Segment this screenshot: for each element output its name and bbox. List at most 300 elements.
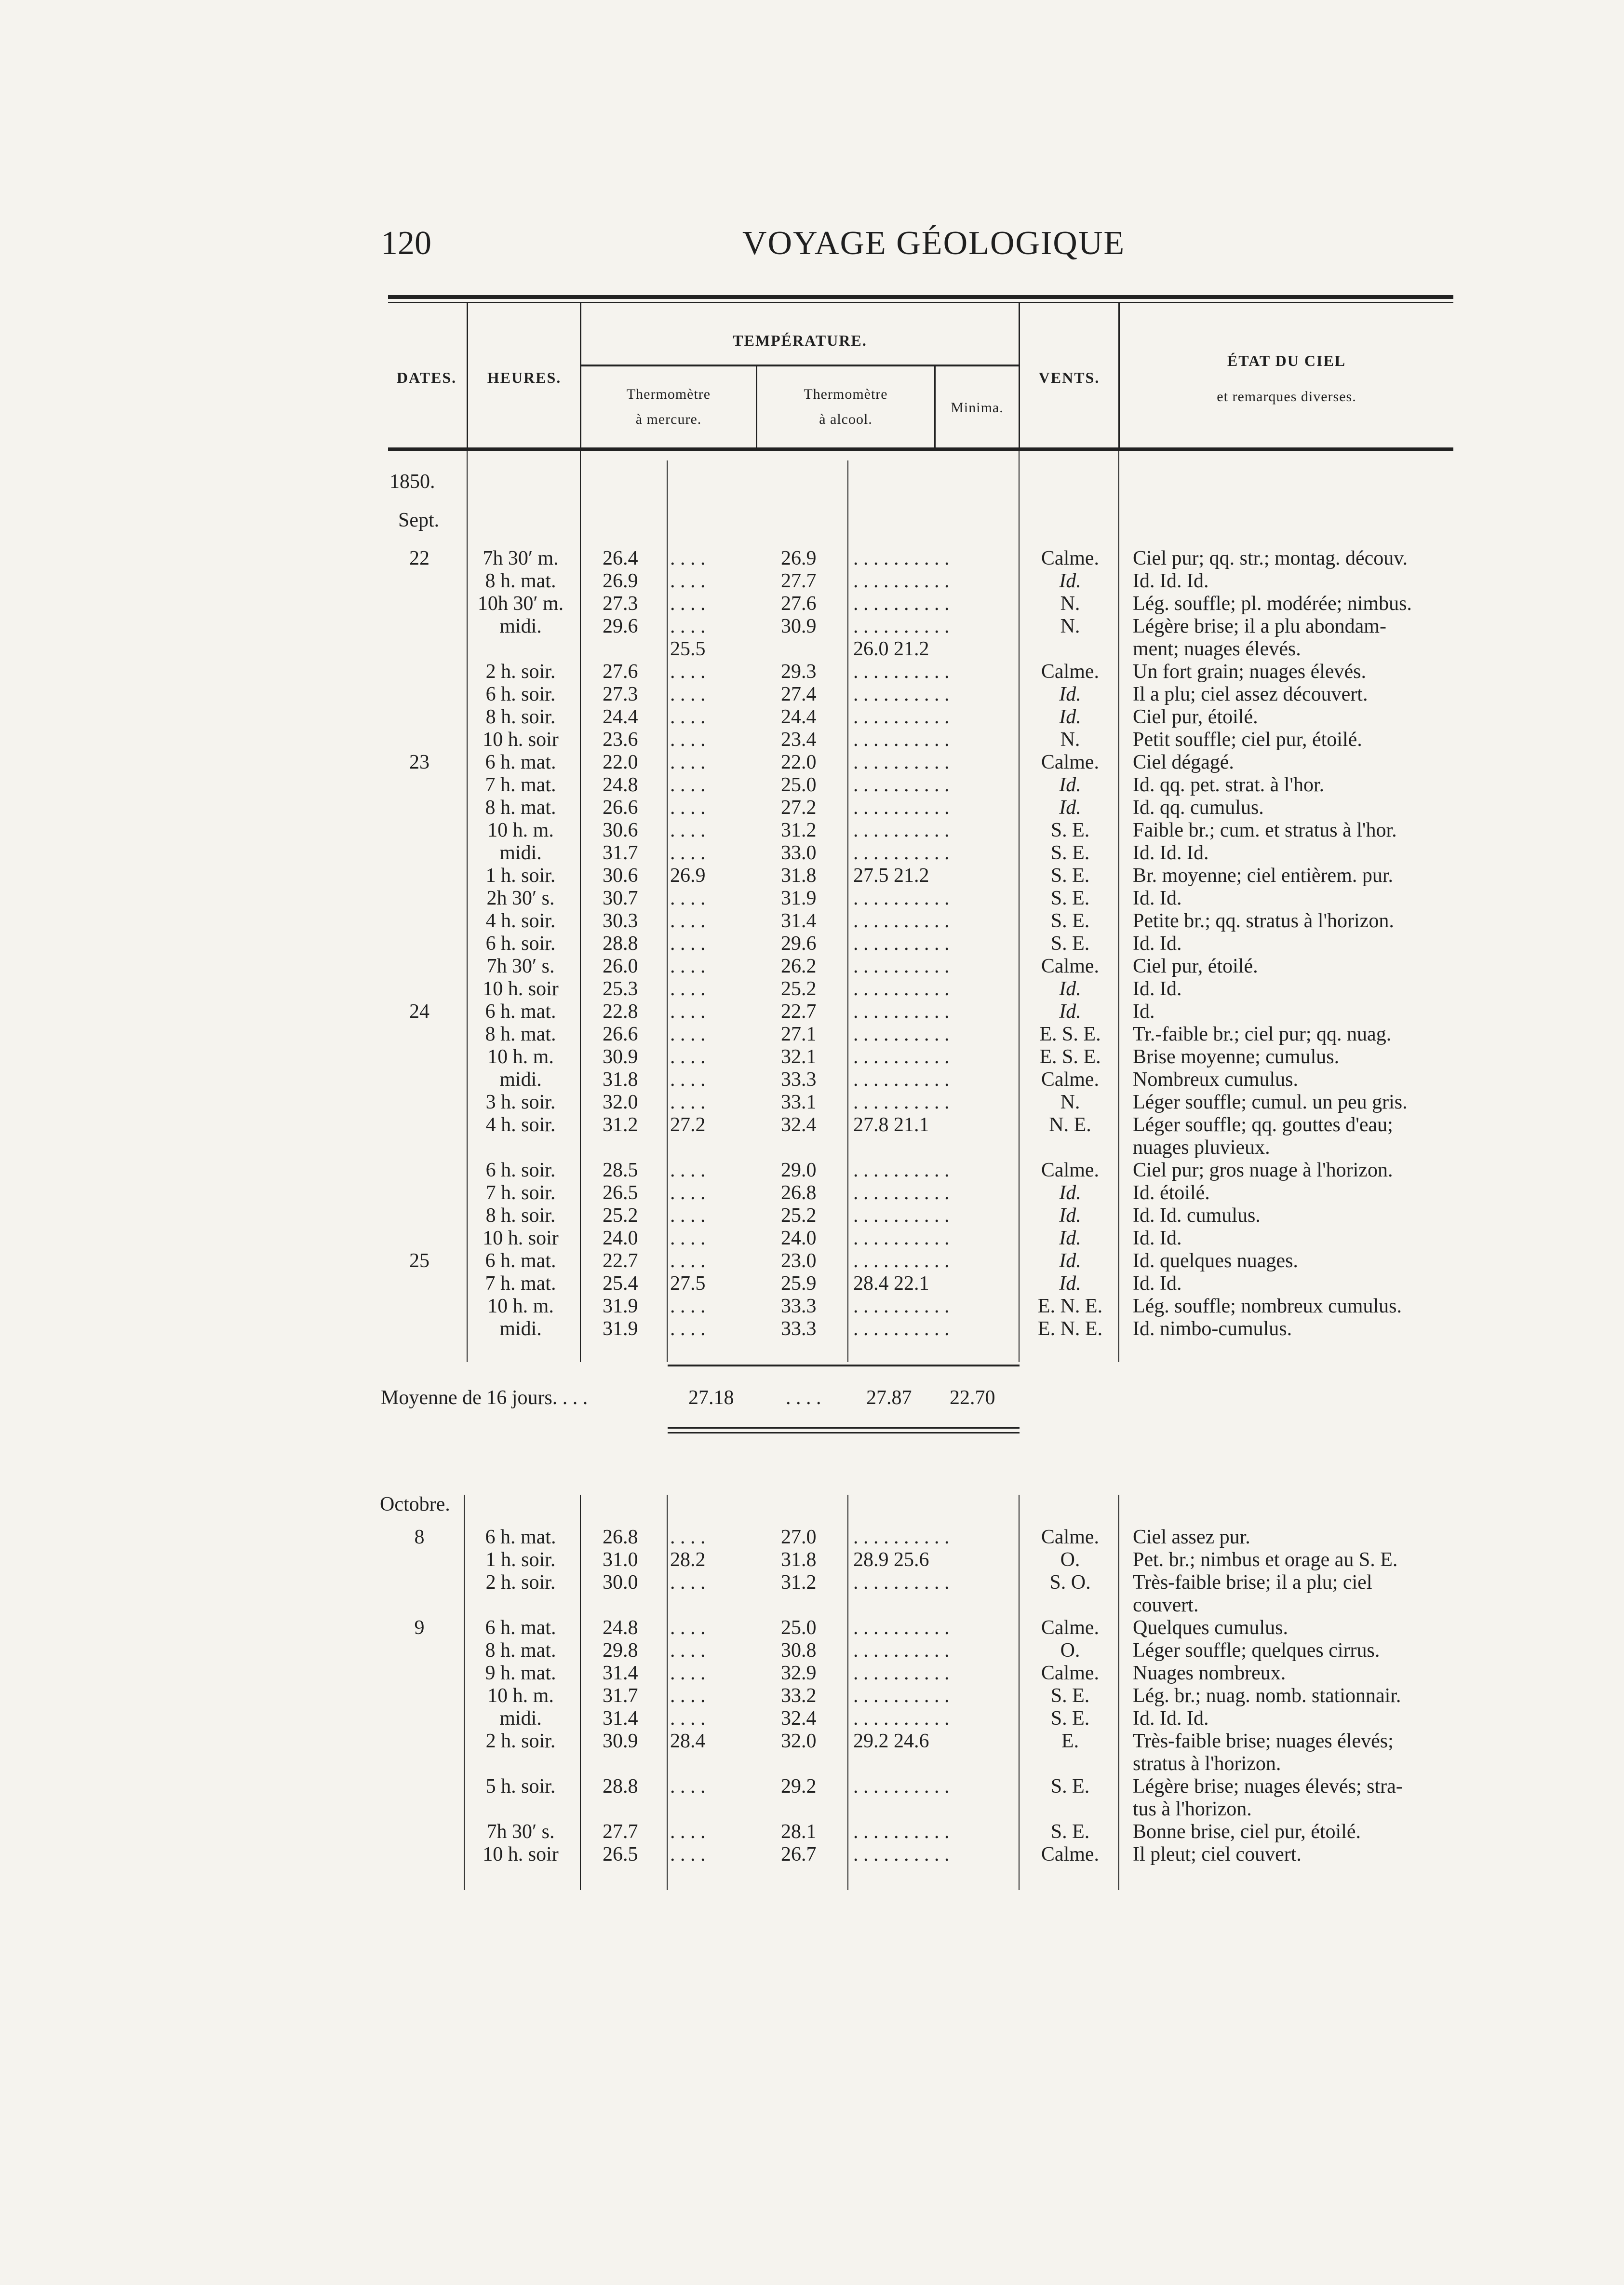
cell-alc: 27.0 xyxy=(781,1526,817,1548)
cell-hour: 2 h. soir. xyxy=(485,1571,556,1594)
cell-alc: 33.3 xyxy=(781,1068,817,1091)
table-row xyxy=(0,842,1624,864)
cell-hour: 8 h. soir. xyxy=(485,706,556,728)
table-row xyxy=(0,1227,1624,1249)
cell-etat: Un fort grain; nuages élevés. xyxy=(1133,661,1367,683)
cell-dots2: . . . . . . . . . . xyxy=(853,933,950,955)
cell-hour: midi. xyxy=(499,842,542,864)
cell-dots1: . . . . xyxy=(670,887,706,909)
cell-vent: Id. xyxy=(1059,1250,1081,1272)
cell-dots2: 28.9 25.6 xyxy=(853,1549,929,1571)
cell-etat: Quelques cumulus. xyxy=(1133,1617,1288,1639)
cell-merc: 31.2 xyxy=(603,1114,638,1136)
cell-etat: Id. Id. Id. xyxy=(1133,842,1209,864)
cell-alc: 25.0 xyxy=(781,1617,817,1639)
table-row xyxy=(0,955,1624,977)
cell-dots1: . . . . xyxy=(670,774,706,796)
table-row xyxy=(0,1662,1624,1684)
cell-etat: Légère brise; il a plu abondam- xyxy=(1133,615,1386,637)
table-row xyxy=(0,638,1624,660)
cell-dots1: . . . . xyxy=(670,1571,706,1594)
cell-vent: S. E. xyxy=(1050,865,1090,887)
table-row xyxy=(0,1182,1624,1204)
cell-alc: 29.2 xyxy=(781,1775,817,1798)
cell-etat: Faible br.; cum. et stratus à l'hor. xyxy=(1133,819,1397,841)
cell-etat: Petite br.; qq. stratus à l'horizon. xyxy=(1133,910,1394,932)
cell-vent: S. E. xyxy=(1050,1821,1090,1843)
cell-dots2: . . . . . . . . . . xyxy=(853,570,950,592)
cell-alc: 32.9 xyxy=(781,1662,817,1684)
cell-dots1: . . . . xyxy=(670,1295,706,1317)
cell-hour: midi. xyxy=(499,1068,542,1091)
cell-dots2: . . . . . . . . . . xyxy=(853,751,950,773)
cell-alc: 30.8 xyxy=(781,1639,817,1662)
cell-hour: 10 h. m. xyxy=(487,1685,554,1707)
cell-etat: Bonne brise, ciel pur, étoilé. xyxy=(1133,1821,1361,1843)
cell-hour: 7h 30′ m. xyxy=(483,547,559,569)
table-row xyxy=(0,933,1624,955)
cell-merc: 29.6 xyxy=(603,615,638,637)
cell-merc: 30.3 xyxy=(603,910,638,932)
table-row xyxy=(0,706,1624,728)
cell-vent: Calme. xyxy=(1041,1526,1100,1548)
cell-hour: 8 h. mat. xyxy=(485,1639,556,1662)
cell-etat: nuages pluvieux. xyxy=(1133,1136,1270,1159)
cell-dots2: 26.0 21.2 xyxy=(853,638,929,660)
cell-alc: 31.8 xyxy=(781,1549,817,1571)
table-row xyxy=(0,1046,1624,1068)
cell-hour: 1 h. soir. xyxy=(485,1549,556,1571)
table-row xyxy=(0,751,1624,773)
cell-etat: Très-faible brise; il a plu; ciel xyxy=(1133,1571,1372,1594)
cell-alc: 31.8 xyxy=(781,865,817,887)
cell-etat: Ciel pur, étoilé. xyxy=(1133,955,1258,977)
cell-dots1: . . . . xyxy=(670,1821,706,1843)
table-row xyxy=(0,865,1624,887)
cell-dots2: . . . . . . . . . . xyxy=(853,1707,950,1730)
cell-dots1: . . . . xyxy=(670,1843,706,1866)
cell-date: 24 xyxy=(409,1001,429,1023)
cell-dots1: . . . . xyxy=(670,1775,706,1798)
cell-alc: 31.2 xyxy=(781,1571,817,1594)
table-row xyxy=(0,1707,1624,1730)
cell-hour: 8 h. mat. xyxy=(485,797,556,819)
summary-rule-top xyxy=(668,1365,1020,1366)
cell-dots2: . . . . . . . . . . xyxy=(853,955,950,977)
cell-vent: Calme. xyxy=(1041,1843,1100,1866)
month-oct-label: Octobre. xyxy=(380,1493,450,1515)
cell-etat: Lég. souffle; pl. modérée; nimbus. xyxy=(1133,593,1412,615)
table-row xyxy=(0,1272,1624,1295)
cell-vent: E. S. E. xyxy=(1039,1023,1101,1045)
cell-etat: Pet. br.; nimbus et orage au S. E. xyxy=(1133,1549,1398,1571)
cell-dots1: . . . . xyxy=(670,1046,706,1068)
table-row xyxy=(0,819,1624,841)
cell-hour: 7 h. mat. xyxy=(485,774,556,796)
cell-dots1: . . . . xyxy=(670,1023,706,1045)
cell-hour: 8 h. soir. xyxy=(485,1204,556,1227)
cell-hour: 6 h. soir. xyxy=(485,933,556,955)
cell-dots1: . . . . xyxy=(670,1685,706,1707)
cell-vent: N. xyxy=(1060,729,1080,751)
cell-etat: Petit souffle; ciel pur, étoilé. xyxy=(1133,729,1362,751)
header-minima: Minima. xyxy=(951,400,1004,416)
cell-etat: Id. nimbo-cumulus. xyxy=(1133,1318,1292,1340)
header-alc-1: Thermomètre xyxy=(804,386,888,402)
table-row xyxy=(0,547,1624,569)
cell-merc: 31.9 xyxy=(603,1295,638,1317)
cell-hour: 5 h. soir. xyxy=(485,1775,556,1798)
cell-etat: Nombreux cumulus. xyxy=(1133,1068,1298,1091)
header-temperature: TEMPÉRATURE. xyxy=(733,332,867,349)
cell-dots1: . . . . xyxy=(670,1182,706,1204)
cell-vent: E. N. E. xyxy=(1037,1318,1103,1340)
cell-vent: Id. xyxy=(1059,978,1081,1000)
cell-dots1: . . . . xyxy=(670,933,706,955)
cell-dots2: . . . . . . . . . . xyxy=(853,819,950,841)
cell-merc: 25.3 xyxy=(603,978,638,1000)
cell-dots1: . . . . xyxy=(670,1707,706,1730)
cell-date: 9 xyxy=(414,1617,425,1639)
cell-alc: 25.0 xyxy=(781,774,817,796)
table-row xyxy=(0,1068,1624,1091)
cell-vent: O. xyxy=(1060,1639,1080,1662)
cell-hour: 3 h. soir. xyxy=(485,1091,556,1113)
table-row xyxy=(0,1685,1624,1707)
cell-hour: 2 h. soir. xyxy=(485,661,556,683)
header-vents: VENTS. xyxy=(1038,369,1100,386)
cell-merc: 24.8 xyxy=(603,1617,638,1639)
cell-dots1: . . . . xyxy=(670,978,706,1000)
cell-dots2: . . . . . . . . . . xyxy=(853,593,950,615)
table-row xyxy=(0,1617,1624,1639)
cell-merc: 30.0 xyxy=(603,1571,638,1594)
cell-dots2: . . . . . . . . . . xyxy=(853,978,950,1000)
cell-alc: 33.2 xyxy=(781,1685,817,1707)
cell-alc: 27.4 xyxy=(781,683,817,705)
cell-dots2: . . . . . . . . . . xyxy=(853,1227,950,1249)
cell-etat: Id. quelques nuages. xyxy=(1133,1250,1298,1272)
cell-dots2: . . . . . . . . . . xyxy=(853,1617,950,1639)
cell-merc: 23.6 xyxy=(603,729,638,751)
cell-dots2: 29.2 24.6 xyxy=(853,1730,929,1752)
cell-dots2: 27.8 21.1 xyxy=(853,1114,929,1136)
cell-dots2: . . . . . . . . . . xyxy=(853,1001,950,1023)
cell-alc: 33.1 xyxy=(781,1091,817,1113)
cell-alc: 24.4 xyxy=(781,706,817,728)
cell-dots1: . . . . xyxy=(670,570,706,592)
table-row xyxy=(0,978,1624,1000)
cell-merc: 25.2 xyxy=(603,1204,638,1227)
header-etat-2: et remarques diverses. xyxy=(1217,389,1356,405)
cell-dots2: . . . . . . . . . . xyxy=(853,1091,950,1113)
summary-rule-bottom2 xyxy=(668,1432,1020,1433)
page-number: 120 xyxy=(381,225,431,262)
cell-merc: 30.6 xyxy=(603,865,638,887)
cell-hour: 7h 30′ s. xyxy=(486,955,555,977)
cell-etat: Id. Id. xyxy=(1133,1227,1182,1249)
cell-hour: 9 h. mat. xyxy=(485,1662,556,1684)
cell-hour: 10 h. soir xyxy=(483,729,559,751)
cell-etat: Id. Id. Id. xyxy=(1133,570,1209,592)
summary-label: Moyenne de 16 jours. . . . xyxy=(381,1387,588,1409)
cell-merc: 32.0 xyxy=(603,1091,638,1113)
table-row xyxy=(0,1318,1624,1340)
header-dates: DATES. xyxy=(396,369,457,386)
table-row xyxy=(0,1023,1624,1045)
cell-etat: Id. qq. pet. strat. à l'hor. xyxy=(1133,774,1325,796)
cell-vent: Id. xyxy=(1059,1272,1081,1295)
summary-alc: 27.87 xyxy=(866,1387,912,1409)
cell-dots1: 26.9 xyxy=(670,865,706,887)
cell-merc: 22.7 xyxy=(603,1250,638,1272)
cell-merc: 30.9 xyxy=(603,1046,638,1068)
cell-dots1: . . . . xyxy=(670,1526,706,1548)
cell-dots2: . . . . . . . . . . xyxy=(853,1046,950,1068)
cell-vent: Id. xyxy=(1059,683,1081,705)
table-row xyxy=(0,1730,1624,1752)
cell-date: 22 xyxy=(409,547,429,569)
cell-dots2: . . . . . . . . . . xyxy=(853,1662,950,1684)
cell-merc: 26.0 xyxy=(603,955,638,977)
table-row xyxy=(0,615,1624,637)
cell-vent: Calme. xyxy=(1041,547,1100,569)
cell-etat: Ciel pur; qq. str.; montag. découv. xyxy=(1133,547,1408,569)
cell-etat: Nuages nombreux. xyxy=(1133,1662,1286,1684)
cell-dots1: . . . . xyxy=(670,683,706,705)
cell-dots2: . . . . . . . . . . xyxy=(853,547,950,569)
cell-dots1: . . . . xyxy=(670,706,706,728)
cell-alc: 26.8 xyxy=(781,1182,817,1204)
cell-dots1: . . . . xyxy=(670,955,706,977)
cell-etat: Ciel pur; gros nuage à l'horizon. xyxy=(1133,1159,1393,1181)
cell-merc: 31.8 xyxy=(603,1068,638,1091)
cell-dots2: . . . . . . . . . . xyxy=(853,1204,950,1227)
cell-hour: 2h 30′ s. xyxy=(486,887,555,909)
cell-hour: 6 h. mat. xyxy=(485,1001,556,1023)
cell-alc: 33.3 xyxy=(781,1318,817,1340)
cell-merc: 29.8 xyxy=(603,1639,638,1662)
table-row xyxy=(0,683,1624,705)
cell-etat: Léger souffle; quelques cirrus. xyxy=(1133,1639,1380,1662)
cell-alc: 32.0 xyxy=(781,1730,817,1752)
cell-hour: 7h 30′ s. xyxy=(486,1821,555,1843)
cell-alc: 25.9 xyxy=(781,1272,817,1295)
table-row xyxy=(0,1159,1624,1181)
cell-vent: S. E. xyxy=(1050,933,1090,955)
cell-dots2: . . . . . . . . . . xyxy=(853,729,950,751)
cell-dots2: . . . . . . . . . . xyxy=(853,797,950,819)
cell-merc: 26.8 xyxy=(603,1526,638,1548)
cell-dots2: . . . . . . . . . . xyxy=(853,1068,950,1091)
table-row xyxy=(0,1775,1624,1798)
cell-merc: 26.4 xyxy=(603,547,638,569)
cell-dots2: . . . . . . . . . . xyxy=(853,842,950,864)
cell-dots1: . . . . xyxy=(670,729,706,751)
cell-dots2: . . . . . . . . . . xyxy=(853,661,950,683)
cell-alc: 26.7 xyxy=(781,1843,817,1866)
cell-merc: 26.6 xyxy=(603,797,638,819)
cell-merc: 28.8 xyxy=(603,1775,638,1798)
table-row xyxy=(0,1001,1624,1023)
table-row xyxy=(0,1250,1624,1272)
cell-alc: 32.4 xyxy=(781,1114,817,1136)
table-row xyxy=(0,1571,1624,1594)
cell-vent: S. E. xyxy=(1050,819,1090,841)
cell-vent: S. E. xyxy=(1050,887,1090,909)
cell-etat: Ciel dégagé. xyxy=(1133,751,1234,773)
cell-merc: 26.9 xyxy=(603,570,638,592)
cell-dots1: . . . . xyxy=(670,1227,706,1249)
cell-dots1: . . . . xyxy=(670,910,706,932)
cell-etat: couvert. xyxy=(1133,1594,1199,1616)
cell-etat: Léger souffle; qq. gouttes d'eau; xyxy=(1133,1114,1393,1136)
cell-alc: 29.0 xyxy=(781,1159,817,1181)
cell-alc: 32.1 xyxy=(781,1046,817,1068)
cell-dots1: . . . . xyxy=(670,1639,706,1662)
cell-alc: 25.2 xyxy=(781,1204,817,1227)
cell-vent: S. E. xyxy=(1050,1707,1090,1730)
cell-hour: 6 h. mat. xyxy=(485,751,556,773)
cell-merc: 24.4 xyxy=(603,706,638,728)
cell-etat: stratus à l'horizon. xyxy=(1133,1753,1281,1775)
cell-dots1: . . . . xyxy=(670,1318,706,1340)
cell-dots2: . . . . . . . . . . xyxy=(853,1685,950,1707)
cell-alc: 26.2 xyxy=(781,955,817,977)
cell-date: 25 xyxy=(409,1250,429,1272)
cell-alc: 29.6 xyxy=(781,933,817,955)
cell-merc: 25.4 xyxy=(603,1272,638,1295)
cell-etat: Brise moyenne; cumulus. xyxy=(1133,1046,1340,1068)
cell-vent: Calme. xyxy=(1041,1159,1100,1181)
cell-hour: 10 h. m. xyxy=(487,1046,554,1068)
cell-merc: 31.9 xyxy=(603,1318,638,1340)
table-row xyxy=(0,774,1624,796)
table-row xyxy=(0,729,1624,751)
summary-rule-bottom xyxy=(668,1427,1020,1429)
cell-vent: N. xyxy=(1060,1091,1080,1113)
table-row xyxy=(0,910,1624,932)
cell-vent: S. E. xyxy=(1050,1685,1090,1707)
table-row xyxy=(0,1295,1624,1317)
cell-vent: Calme. xyxy=(1041,1662,1100,1684)
cell-etat: Léger souffle; cumul. un peu gris. xyxy=(1133,1091,1408,1113)
cell-vent: Id. xyxy=(1059,1227,1081,1249)
cell-merc: 26.5 xyxy=(603,1843,638,1866)
cell-alc: 32.4 xyxy=(781,1707,817,1730)
summary-merc: 27.18 xyxy=(688,1387,734,1409)
cell-dots1: . . . . xyxy=(670,1001,706,1023)
table-row xyxy=(0,1594,1624,1616)
cell-dots1: 27.2 xyxy=(670,1114,706,1136)
table-row xyxy=(0,1091,1624,1113)
table-row xyxy=(0,1843,1624,1866)
cell-dots2: 28.4 22.1 xyxy=(853,1272,929,1295)
cell-hour: 6 h. mat. xyxy=(485,1617,556,1639)
cell-dots2: . . . . . . . . . . xyxy=(853,1159,950,1181)
cell-dots1: 28.2 xyxy=(670,1549,706,1571)
cell-merc: 30.7 xyxy=(603,887,638,909)
cell-dots2: . . . . . . . . . . xyxy=(853,1182,950,1204)
cell-vent: S. E. xyxy=(1050,910,1090,932)
cell-etat: Id. Id. xyxy=(1133,978,1182,1000)
summary-min: 22.70 xyxy=(950,1387,995,1409)
cell-etat: Id. Id. xyxy=(1133,887,1182,909)
cell-dots1: . . . . xyxy=(670,1204,706,1227)
cell-dots1: 25.5 xyxy=(670,638,706,660)
cell-vent: Calme. xyxy=(1041,955,1100,977)
cell-etat: Lég. souffle; nombreux cumulus. xyxy=(1133,1295,1402,1317)
cell-hour: 4 h. soir. xyxy=(485,910,556,932)
cell-vent: Calme. xyxy=(1041,1617,1100,1639)
cell-dots2: . . . . . . . . . . xyxy=(853,1639,950,1662)
cell-dots2: . . . . . . . . . . xyxy=(853,1843,950,1866)
header-alc-2: à alcool. xyxy=(819,411,872,427)
cell-hour: 10 h. soir xyxy=(483,978,559,1000)
cell-dots1: . . . . xyxy=(670,1662,706,1684)
cell-hour: 8 h. mat. xyxy=(485,570,556,592)
table-row xyxy=(0,661,1624,683)
cell-alc: 27.6 xyxy=(781,593,817,615)
cell-alc: 31.9 xyxy=(781,887,817,909)
cell-vent: S. O. xyxy=(1049,1571,1091,1594)
cell-merc: 27.3 xyxy=(603,593,638,615)
cell-etat: Id. Id. Id. xyxy=(1133,1707,1209,1730)
table-row xyxy=(0,570,1624,592)
cell-merc: 24.0 xyxy=(603,1227,638,1249)
cell-merc: 26.6 xyxy=(603,1023,638,1045)
cell-vent: Calme. xyxy=(1041,751,1100,773)
cell-dots1: 28.4 xyxy=(670,1730,706,1752)
cell-vent: Id. xyxy=(1059,570,1081,592)
cell-etat: Id. Id. xyxy=(1133,1272,1182,1295)
cell-etat: Lég. br.; nuag. nomb. stationnair. xyxy=(1133,1685,1401,1707)
cell-dots1: . . . . xyxy=(670,1250,706,1272)
cell-merc: 31.7 xyxy=(603,842,638,864)
cell-date: 23 xyxy=(409,751,429,773)
cell-hour: midi. xyxy=(499,615,542,637)
cell-etat: Id. étoilé. xyxy=(1133,1182,1210,1204)
cell-vent: Id. xyxy=(1059,706,1081,728)
month-sept-label: Sept. xyxy=(398,509,440,531)
table-row xyxy=(0,1136,1624,1159)
cell-alc: 22.7 xyxy=(781,1001,817,1023)
cell-merc: 26.5 xyxy=(603,1182,638,1204)
cell-dots2: . . . . . . . . . . xyxy=(853,1250,950,1272)
cell-dots1: 27.5 xyxy=(670,1272,706,1295)
summary-dots: . . . . xyxy=(786,1387,821,1409)
cell-etat: Id. Id. xyxy=(1133,933,1182,955)
cell-dots2: . . . . . . . . . . xyxy=(853,774,950,796)
cell-hour: midi. xyxy=(499,1707,542,1730)
cell-merc: 27.6 xyxy=(603,661,638,683)
cell-etat: Très-faible brise; nuages élevés; xyxy=(1133,1730,1394,1752)
cell-dots1: . . . . xyxy=(670,615,706,637)
cell-dots1: . . . . xyxy=(670,661,706,683)
cell-vent: E. N. E. xyxy=(1037,1295,1103,1317)
cell-dots2: . . . . . . . . . . xyxy=(853,1295,950,1317)
table-row xyxy=(0,593,1624,615)
cell-merc: 30.9 xyxy=(603,1730,638,1752)
cell-alc: 23.0 xyxy=(781,1250,817,1272)
cell-dots2: . . . . . . . . . . xyxy=(853,1526,950,1548)
cell-hour: 10 h. soir xyxy=(483,1227,559,1249)
cell-etat: ment; nuages élevés. xyxy=(1133,638,1301,660)
cell-dots1: . . . . xyxy=(670,1068,706,1091)
cell-dots2: . . . . . . . . . . xyxy=(853,887,950,909)
cell-merc: 27.3 xyxy=(603,683,638,705)
cell-dots2: . . . . . . . . . . xyxy=(853,1023,950,1045)
